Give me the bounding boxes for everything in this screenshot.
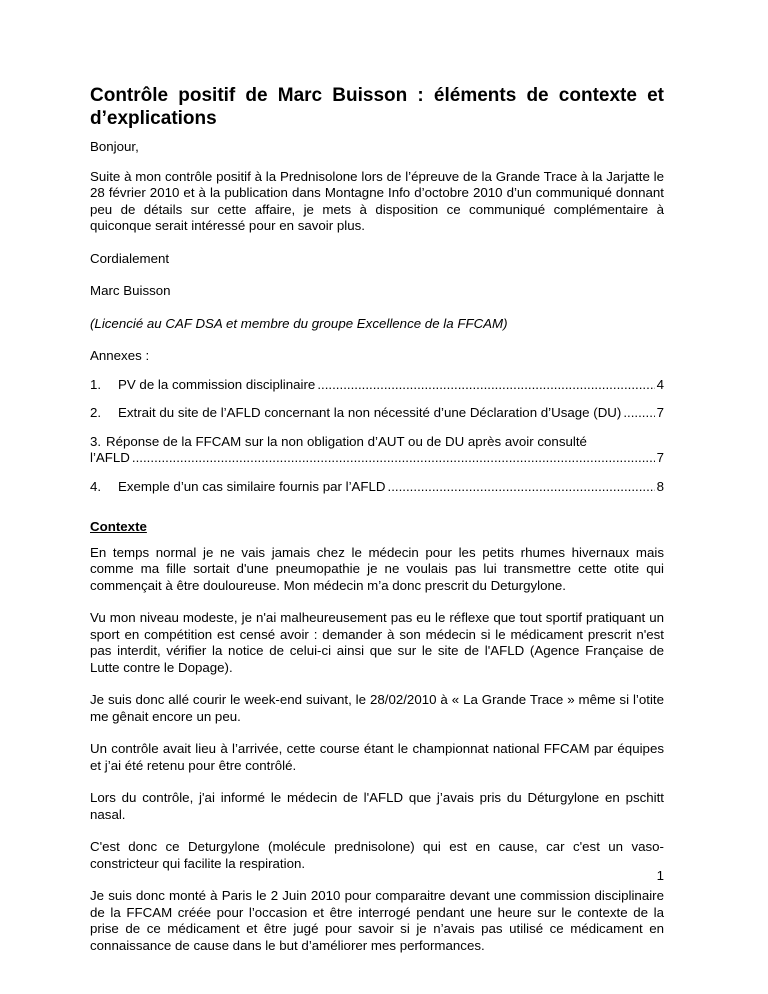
annex-item[interactable] xyxy=(90,434,664,467)
annex-number: 3. xyxy=(90,433,102,449)
annexes-list xyxy=(90,377,664,496)
leader-dots xyxy=(388,479,655,496)
leader-dots xyxy=(623,405,654,422)
annex-page: 4 xyxy=(656,376,664,392)
annex-number: 4. xyxy=(90,478,102,494)
annex-item[interactable] xyxy=(90,479,664,496)
body-paragraph: Vu mon niveau modeste, je n'ai malheureusement pas eu le réflexe que tout sportif pratiquant un sport en compétition est censé avoir : demander à son médecin si le médicament prescrit n'est pas interdit, vérifier la notice de celui-ci ainsi que sur le site de l'AFLD (Agence Française de Lutte contre le Dopage). xyxy=(90,610,664,675)
annex-page: 8 xyxy=(656,478,664,494)
annexes-title: Annexes : xyxy=(90,348,150,363)
annex-text: Exemple d’un cas similaire fournis par l’AFLD xyxy=(118,478,386,494)
affiliation: (Licencié au CAF DSA et membre du groupe Excellence de la FFCAM) xyxy=(90,315,508,331)
annex-page: 7 xyxy=(656,450,664,465)
annex-item[interactable] xyxy=(90,405,664,422)
document-title: Contrôle positif de Marc Buisson : éléments de contexte et d’explications xyxy=(90,85,664,129)
annex-text: Réponse de la FFCAM sur la non obligation d’AUT ou de DU après avoir consulté xyxy=(106,433,587,449)
body-paragraph: C'est donc ce Deturgylone (molécule prednisolone) qui est en cause, car c'est un vaso-constricteur qui facilite la respiration. xyxy=(90,839,664,871)
page-number: 1 xyxy=(656,868,664,883)
body-paragraph: Lors du contrôle, j'ai informé le médecin de l'AFLD que j’avais pris du Déturgylone en pschitt nasal. xyxy=(90,790,664,822)
body-paragraph: Un contrôle avait lieu à l’arrivée, cette course étant le championnat national FFCAM par équipes et j’ai été retenu pour être contrôlé. xyxy=(90,741,664,773)
annex-page: 7 xyxy=(656,405,664,420)
annex-number: 1. xyxy=(90,376,102,392)
leader-dots xyxy=(132,450,655,467)
closing: Cordialement xyxy=(90,250,170,266)
body-paragraph: Je suis donc monté à Paris le 2 Juin 2010 pour comparaitre devant une commission disciplinaire de la FFCAM créée pour l’occasion et être interrogé pendant une heure sur le contexte de la prise de ce médicament et être jugé pour savoir si je n’avais pas utilisé ce médicament en connaissance de cause dans le but d’améliorer mes performances. xyxy=(90,888,664,953)
body-paragraph: Je suis donc allé courir le week-end suivant, le 28/02/2010 à « La Grande Trace » même si l’otite me gênait encore un peu. xyxy=(90,692,664,724)
intro-paragraph: Suite à mon contrôle positif à la Prednisolone lors de l’épreuve de la Grande Trace à la Jarjatte le 28 février 2010 et à la publication dans Montagne Info d’octobre 2010 d’un communiqué donnant peu de détails sur cette affaire, je mets à disposition ce communiqué complémentaire à quiconque serait intéressé pour en savoir plus. xyxy=(90,168,664,233)
annex-text-continued: l’AFLD xyxy=(90,450,130,465)
signature: Marc Buisson xyxy=(90,283,171,298)
annex-item[interactable] xyxy=(90,377,664,394)
annex-number: 2. xyxy=(90,405,102,420)
annex-text: PV de la commission disciplinaire xyxy=(118,376,316,392)
greeting: Bonjour, xyxy=(90,139,139,154)
section-title: Contexte xyxy=(90,519,147,534)
leader-dots xyxy=(317,377,654,394)
annex-text: Extrait du site de l’AFLD concernant la non nécessité d’une Déclaration d’Usage (DU) xyxy=(118,405,622,420)
body-paragraph: En temps normal je ne vais jamais chez le médecin pour les petits rhumes hivernaux mais comme ma fille sortait d'une pneumopathie je ne voulais pas lui transmettre cette otite qui commençait à être douloureuse. Mon médecin m’a donc prescrit du Deturgylone. xyxy=(90,544,664,593)
